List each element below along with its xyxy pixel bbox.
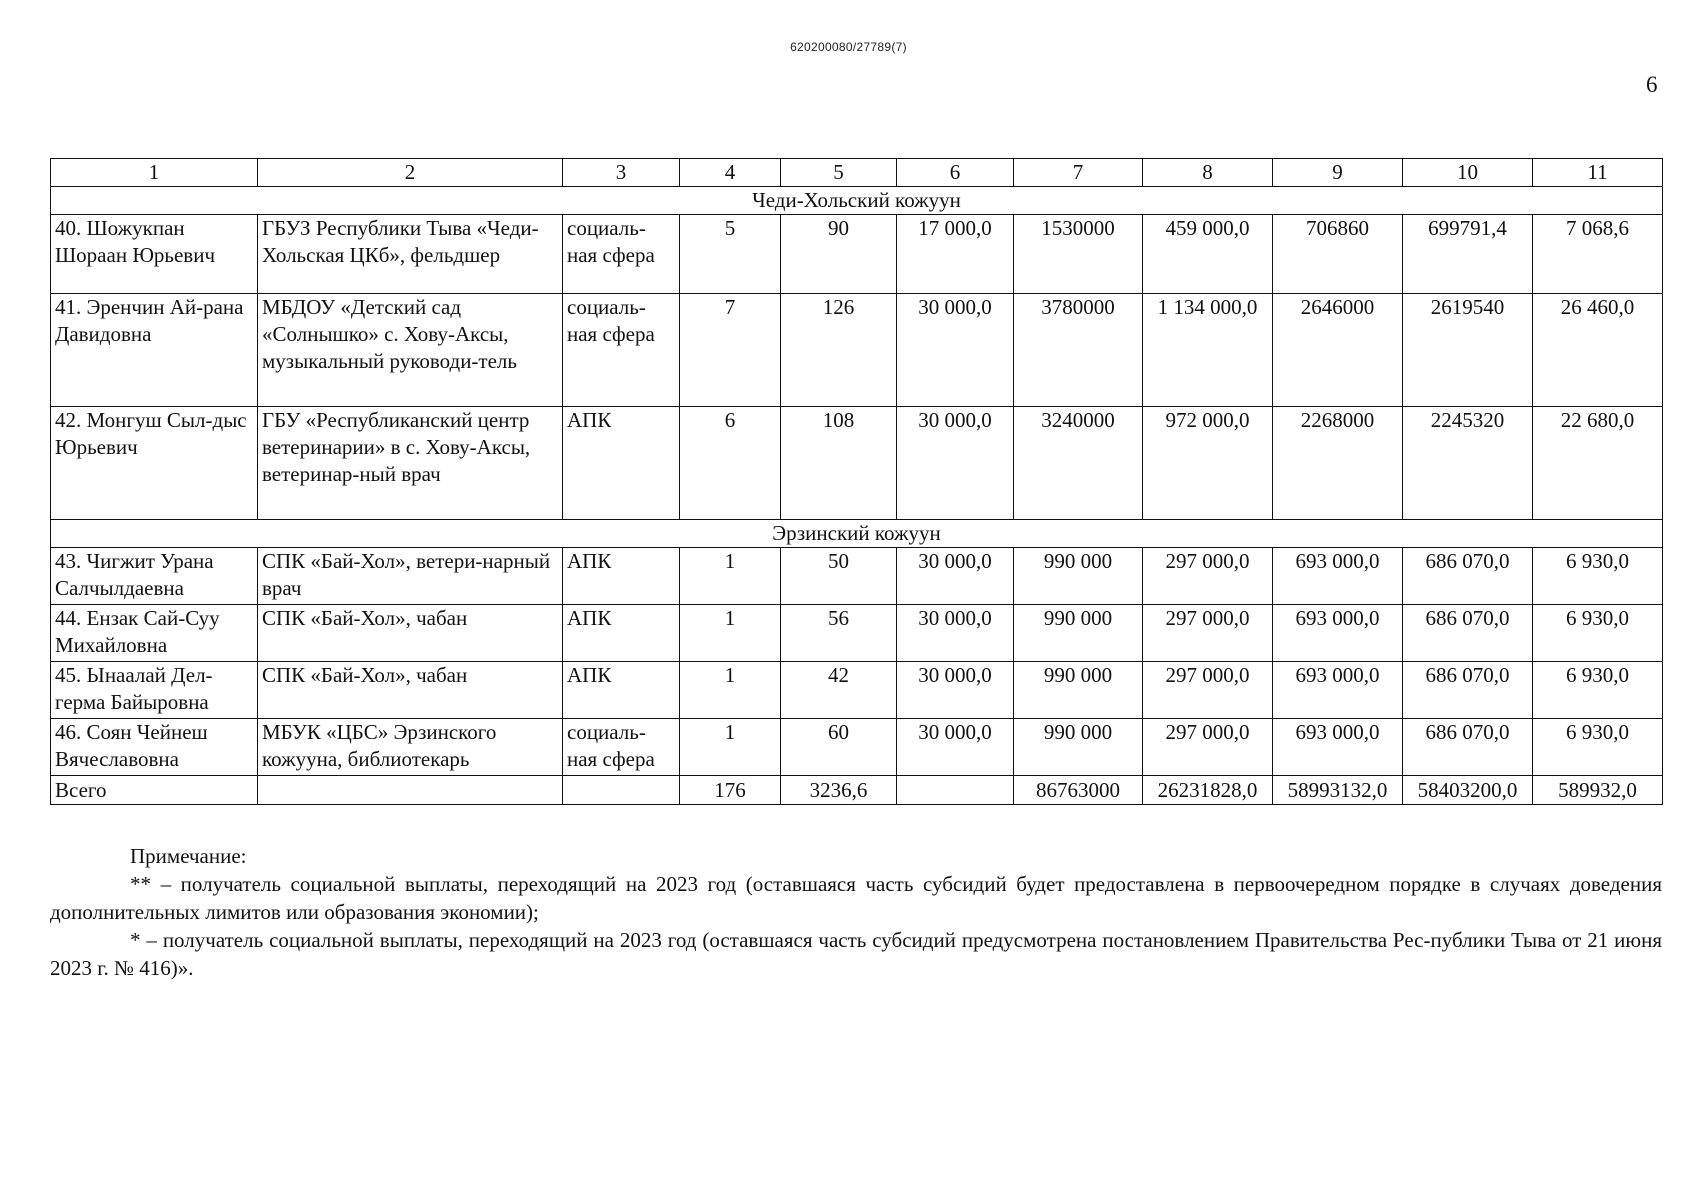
- table-row: [51, 662, 1663, 719]
- recipient-name: 45. Ынаалай Дел-герма Байыровна: [51, 662, 258, 719]
- section-row: [51, 520, 1663, 548]
- header-cell: 9: [1273, 159, 1403, 187]
- cell-7: 990 000: [1014, 662, 1143, 719]
- cell-6: 30 000,0: [897, 294, 1014, 407]
- cell-9: 693 000,0: [1273, 548, 1403, 605]
- employer-position: МБДОУ «Детский сад «Солнышко» с. Хову-Аксы, музыкальный руководи-тель: [258, 294, 563, 407]
- cell-5: 90: [781, 215, 897, 294]
- cell-7: 990 000: [1014, 719, 1143, 776]
- cell-5: 42: [781, 662, 897, 719]
- employer-position: СПК «Бай-Хол», ветери-нарный врач: [258, 548, 563, 605]
- cell-11: 7 068,6: [1533, 215, 1663, 294]
- sector: социаль-ная сфера: [563, 294, 680, 407]
- cell-8: 297 000,0: [1143, 605, 1273, 662]
- header-cell: 1: [51, 159, 258, 187]
- cell-10: 686 070,0: [1403, 719, 1533, 776]
- cell-6: 30 000,0: [897, 719, 1014, 776]
- total-cell-8: 26231828,0: [1143, 776, 1273, 805]
- cell-7: 3240000: [1014, 407, 1143, 520]
- cell-10: 699791,4: [1403, 215, 1533, 294]
- sector: АПК: [563, 548, 680, 605]
- page-number: 6: [1646, 72, 1658, 97]
- sector: АПК: [563, 407, 680, 520]
- header-cell: 8: [1143, 159, 1273, 187]
- total-cell-3: [563, 776, 680, 805]
- cell-7: 990 000: [1014, 548, 1143, 605]
- cell-11: 6 930,0: [1533, 548, 1663, 605]
- table-row: [51, 719, 1663, 776]
- total-cell-6: [897, 776, 1014, 805]
- header-cell: 5: [781, 159, 897, 187]
- cell-11: 22 680,0: [1533, 407, 1663, 520]
- cell-8: 1 134 000,0: [1143, 294, 1273, 407]
- cell-5: 50: [781, 548, 897, 605]
- table-row: [51, 548, 1663, 605]
- cell-10: 686 070,0: [1403, 662, 1533, 719]
- header-cell: 4: [680, 159, 781, 187]
- cell-9: 2268000: [1273, 407, 1403, 520]
- cell-9: 693 000,0: [1273, 605, 1403, 662]
- cell-11: 6 930,0: [1533, 719, 1663, 776]
- header-cell: 2: [258, 159, 563, 187]
- total-cell-2: [258, 776, 563, 805]
- cell-8: 459 000,0: [1143, 215, 1273, 294]
- cell-8: 297 000,0: [1143, 548, 1273, 605]
- sector: АПК: [563, 662, 680, 719]
- cell-4: 5: [680, 215, 781, 294]
- cell-6: 17 000,0: [897, 215, 1014, 294]
- cell-9: 2646000: [1273, 294, 1403, 407]
- header-cell: 6: [897, 159, 1014, 187]
- cell-5: 60: [781, 719, 897, 776]
- cell-11: 26 460,0: [1533, 294, 1663, 407]
- cell-9: 693 000,0: [1273, 719, 1403, 776]
- employer-position: МБУК «ЦБС» Эрзинского кожууна, библиотекарь: [258, 719, 563, 776]
- cell-6: 30 000,0: [897, 605, 1014, 662]
- cell-4: 1: [680, 719, 781, 776]
- total-cell-9: 58993132,0: [1273, 776, 1403, 805]
- cell-10: 686 070,0: [1403, 605, 1533, 662]
- employer-position: ГБУЗ Республики Тыва «Чеди-Хольская ЦКб», фельдшер: [258, 215, 563, 294]
- header-cell: 3: [563, 159, 680, 187]
- cell-7: 3780000: [1014, 294, 1143, 407]
- recipient-name: 42. Монгуш Сыл-дыс Юрьевич: [51, 407, 258, 520]
- cell-7: 1530000: [1014, 215, 1143, 294]
- table-row: [51, 215, 1663, 294]
- section-title: Эрзинский кожуун: [51, 520, 1663, 548]
- cell-4: 1: [680, 662, 781, 719]
- table-header-row: [51, 159, 1663, 187]
- cell-5: 56: [781, 605, 897, 662]
- employer-position: СПК «Бай-Хол», чабан: [258, 605, 563, 662]
- cell-10: 686 070,0: [1403, 548, 1533, 605]
- cell-6: 30 000,0: [897, 548, 1014, 605]
- header-cell: 7: [1014, 159, 1143, 187]
- cell-4: 6: [680, 407, 781, 520]
- cell-5: 108: [781, 407, 897, 520]
- sector: социаль-ная сфера: [563, 215, 680, 294]
- total-cell-5: 3236,6: [781, 776, 897, 805]
- cell-10: 2619540: [1403, 294, 1533, 407]
- total-cell-7: 86763000: [1014, 776, 1143, 805]
- cell-11: 6 930,0: [1533, 662, 1663, 719]
- sector: социаль-ная сфера: [563, 719, 680, 776]
- total-cell-10: 58403200,0: [1403, 776, 1533, 805]
- cell-4: 7: [680, 294, 781, 407]
- table-row: [51, 407, 1663, 520]
- notes-title: Примечание:: [130, 844, 247, 868]
- notes-block: [50, 842, 1662, 982]
- cell-9: 693 000,0: [1273, 662, 1403, 719]
- cell-4: 1: [680, 548, 781, 605]
- cell-9: 706860: [1273, 215, 1403, 294]
- cell-8: 297 000,0: [1143, 662, 1273, 719]
- section-title: Чеди-Хольский кожуун: [51, 187, 1663, 215]
- total-row: [51, 776, 1663, 805]
- sector: АПК: [563, 605, 680, 662]
- section-row: [51, 187, 1663, 215]
- recipient-name: 41. Эренчин Ай-рана Давидовна: [51, 294, 258, 407]
- cell-8: 297 000,0: [1143, 719, 1273, 776]
- cell-6: 30 000,0: [897, 662, 1014, 719]
- note-item: ** – получатель социальной выплаты, переходящий на 2023 год (оставшаяся часть субсидий будет предоставлена в первоочередном порядке в случаях доведения дополнительных лимитов или образования экономии);: [50, 872, 1662, 924]
- table-row: [51, 605, 1663, 662]
- total-label: Всего: [51, 776, 258, 805]
- total-cell-11: 589932,0: [1533, 776, 1663, 805]
- recipient-name: 44. Ензак Сай-Суу Михайловна: [51, 605, 258, 662]
- cell-4: 1: [680, 605, 781, 662]
- cell-11: 6 930,0: [1533, 605, 1663, 662]
- cell-10: 2245320: [1403, 407, 1533, 520]
- total-cell-4: 176: [680, 776, 781, 805]
- employer-position: ГБУ «Республиканский центр ветеринарии» в с. Хову-Аксы, ветеринар-ный врач: [258, 407, 563, 520]
- cell-7: 990 000: [1014, 605, 1143, 662]
- recipient-name: 46. Соян Чейнеш Вячеславовна: [51, 719, 258, 776]
- header-cell: 10: [1403, 159, 1533, 187]
- cell-6: 30 000,0: [897, 407, 1014, 520]
- subsidy-table: [50, 158, 1663, 805]
- document-code: 620200080/27789(7): [790, 40, 907, 54]
- cell-5: 126: [781, 294, 897, 407]
- table-row: [51, 294, 1663, 407]
- employer-position: СПК «Бай-Хол», чабан: [258, 662, 563, 719]
- note-item: * – получатель социальной выплаты, переходящий на 2023 год (оставшаяся часть субсидий предусмотрена постановлением Правительства Рес-публики Тыва от 21 июня 2023 г. № 416)».: [50, 928, 1662, 980]
- recipient-name: 43. Чигжит Урана Салчылдаевна: [51, 548, 258, 605]
- recipient-name: 40. Шожукпан Шораан Юрьевич: [51, 215, 258, 294]
- header-cell: 11: [1533, 159, 1663, 187]
- cell-8: 972 000,0: [1143, 407, 1273, 520]
